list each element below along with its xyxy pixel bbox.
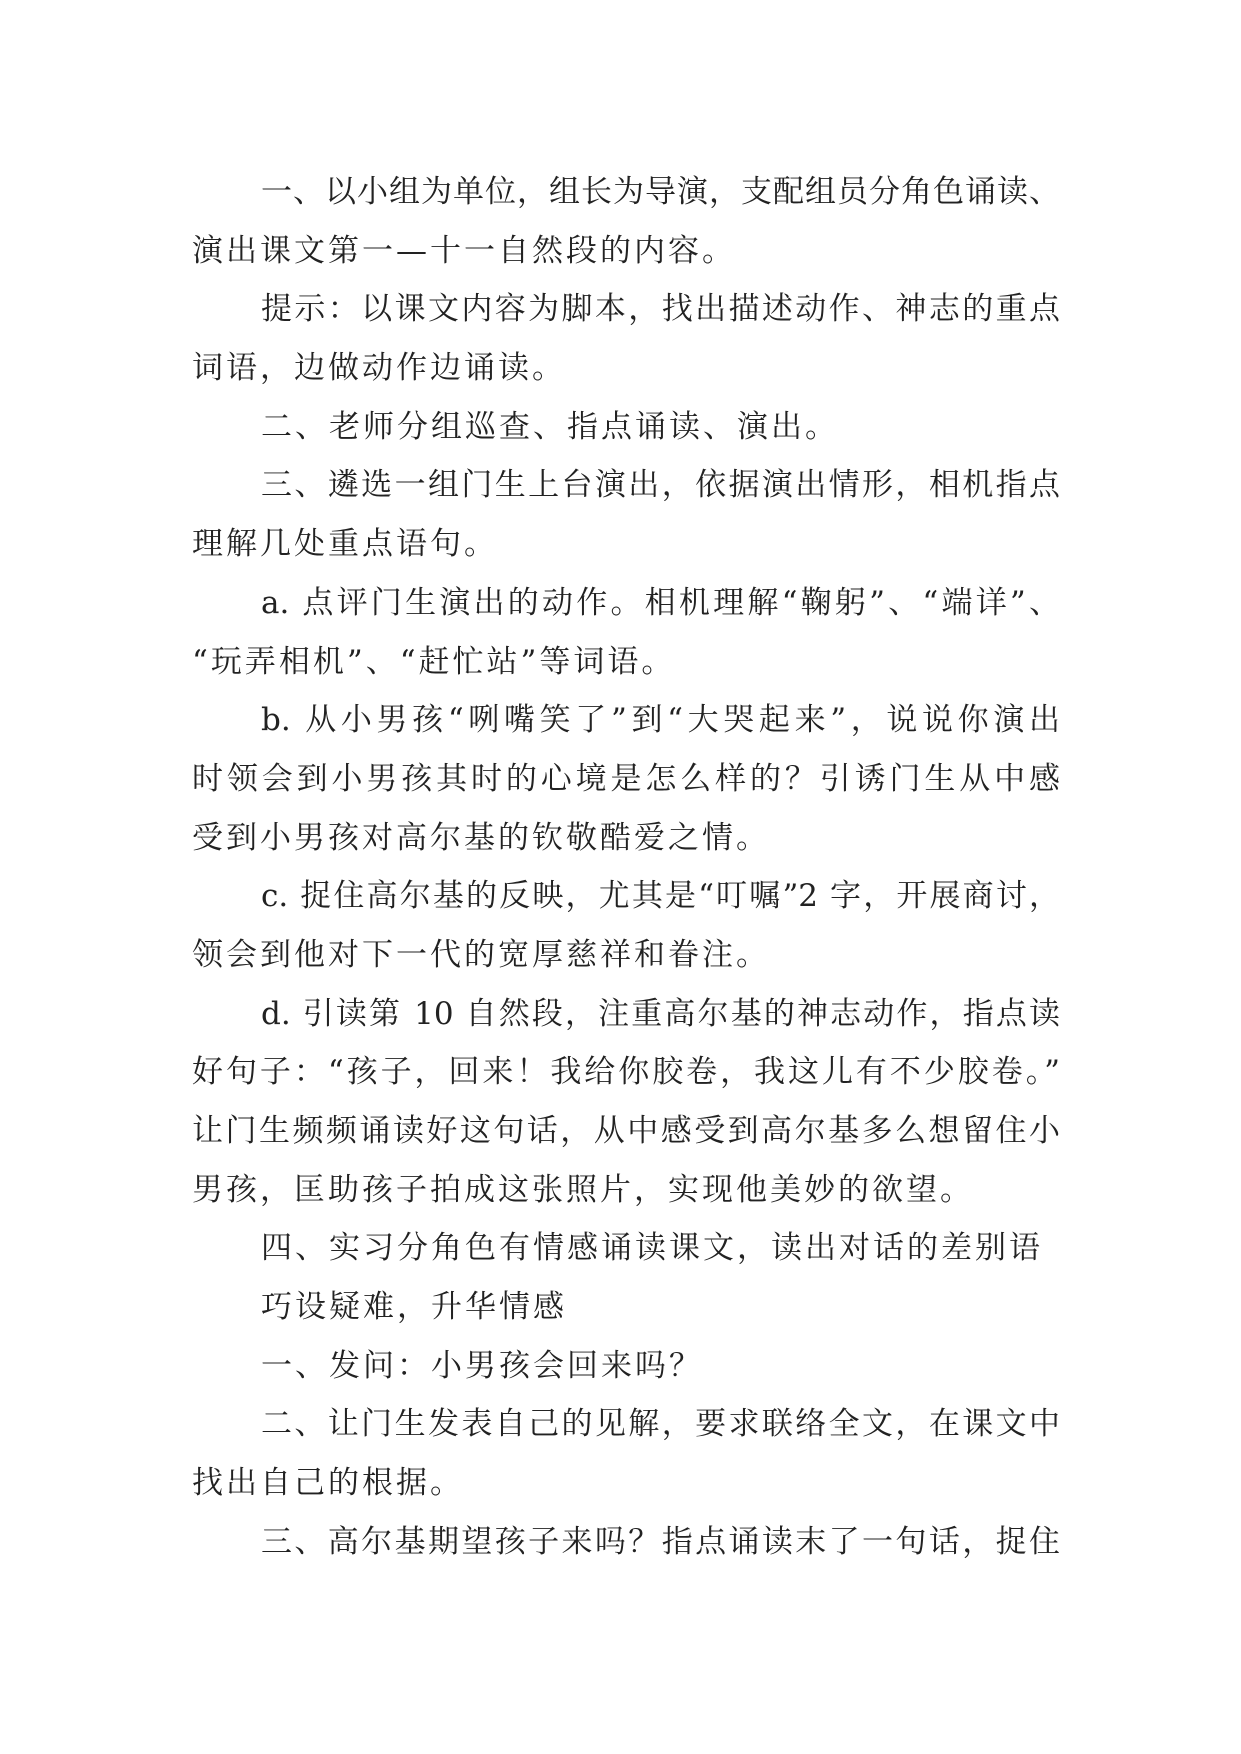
paragraph [192,867,1060,984]
paragraph [192,985,1060,1220]
paragraph [192,691,1060,867]
text-line: 三、高尔基期望孩子来吗？指点诵读末了一句话，捉住 [261,1523,1060,1560]
text-line: 四、实习分角色有情感诵读课文，读出对话的差别语 [261,1230,1043,1267]
paragraph [192,163,1060,280]
text-line: “玩弄相机”、“赶忙站”等词语。 [192,643,676,680]
paragraph [192,280,1060,397]
text-line: 一、发问：小男孩会回来吗？ [261,1347,703,1384]
text-line: 找出自己的根据。 [192,1465,464,1502]
paragraph [192,398,1060,457]
text-line: 巧设疑难，升华情感 [261,1289,567,1326]
text-line: 让门生频频诵读好这句话，从中感受到高尔基多么想留住小 [192,1113,1060,1149]
paragraph [192,456,1060,573]
text-line: 词语，边做动作边诵读。 [192,350,566,387]
document-body [192,163,1060,1572]
text-line: 时领会到小男孩其时的心境是怎么样的？引诱门生从中感 [192,760,1060,797]
section-heading [192,1278,1060,1337]
text-line: 三、遴选一组门生上台演出，依据演出情形，相机指点 [261,467,1060,504]
text-line: b. 从小男孩“咧嘴笑了”到“大哭起来”，说说你演出 [261,702,1060,739]
text-line: 二、让门生发表自己的见解，要求联络全文，在课文中 [261,1406,1060,1443]
text-line: 二、老师分组巡查、指点诵读、演出。 [261,408,839,445]
text-line: 演出课文第一—十一自然段的内容。 [192,232,736,269]
text-line: 男孩，匡助孩子拍成这张照片，实现他美妙的欲望。 [192,1171,974,1208]
text-line: c. 捉住高尔基的反映，尤其是“叮嘱”2 字，开展商讨， [261,878,1060,915]
text-line: 提示：以课文内容为脚本，找出描述动作、神志的重点 [261,291,1060,328]
paragraph [192,1513,1060,1572]
text-line: 一、以小组为单位，组长为导演，支配组员分角色诵读、 [261,174,1060,210]
text-line: 领会到他对下一代的宽厚慈祥和眷注。 [192,936,770,973]
text-line: 理解几处重点语句。 [192,526,498,563]
paragraph [192,1219,1060,1278]
paragraph [192,574,1060,691]
text-line: 好句子：“孩子，回来！我给你胶卷，我这儿有不少胶卷。” [192,1054,1060,1091]
paragraph [192,1337,1060,1396]
paragraph [192,1395,1060,1512]
text-line: 受到小男孩对高尔基的钦敬酷爱之情。 [192,819,770,856]
text-line: d. 引读第 10 自然段，注重高尔基的神志动作，指点读 [261,995,1060,1032]
text-line: a. 点评门生演出的动作。相机理解“鞠躬”、“端详”、 [261,584,1060,621]
